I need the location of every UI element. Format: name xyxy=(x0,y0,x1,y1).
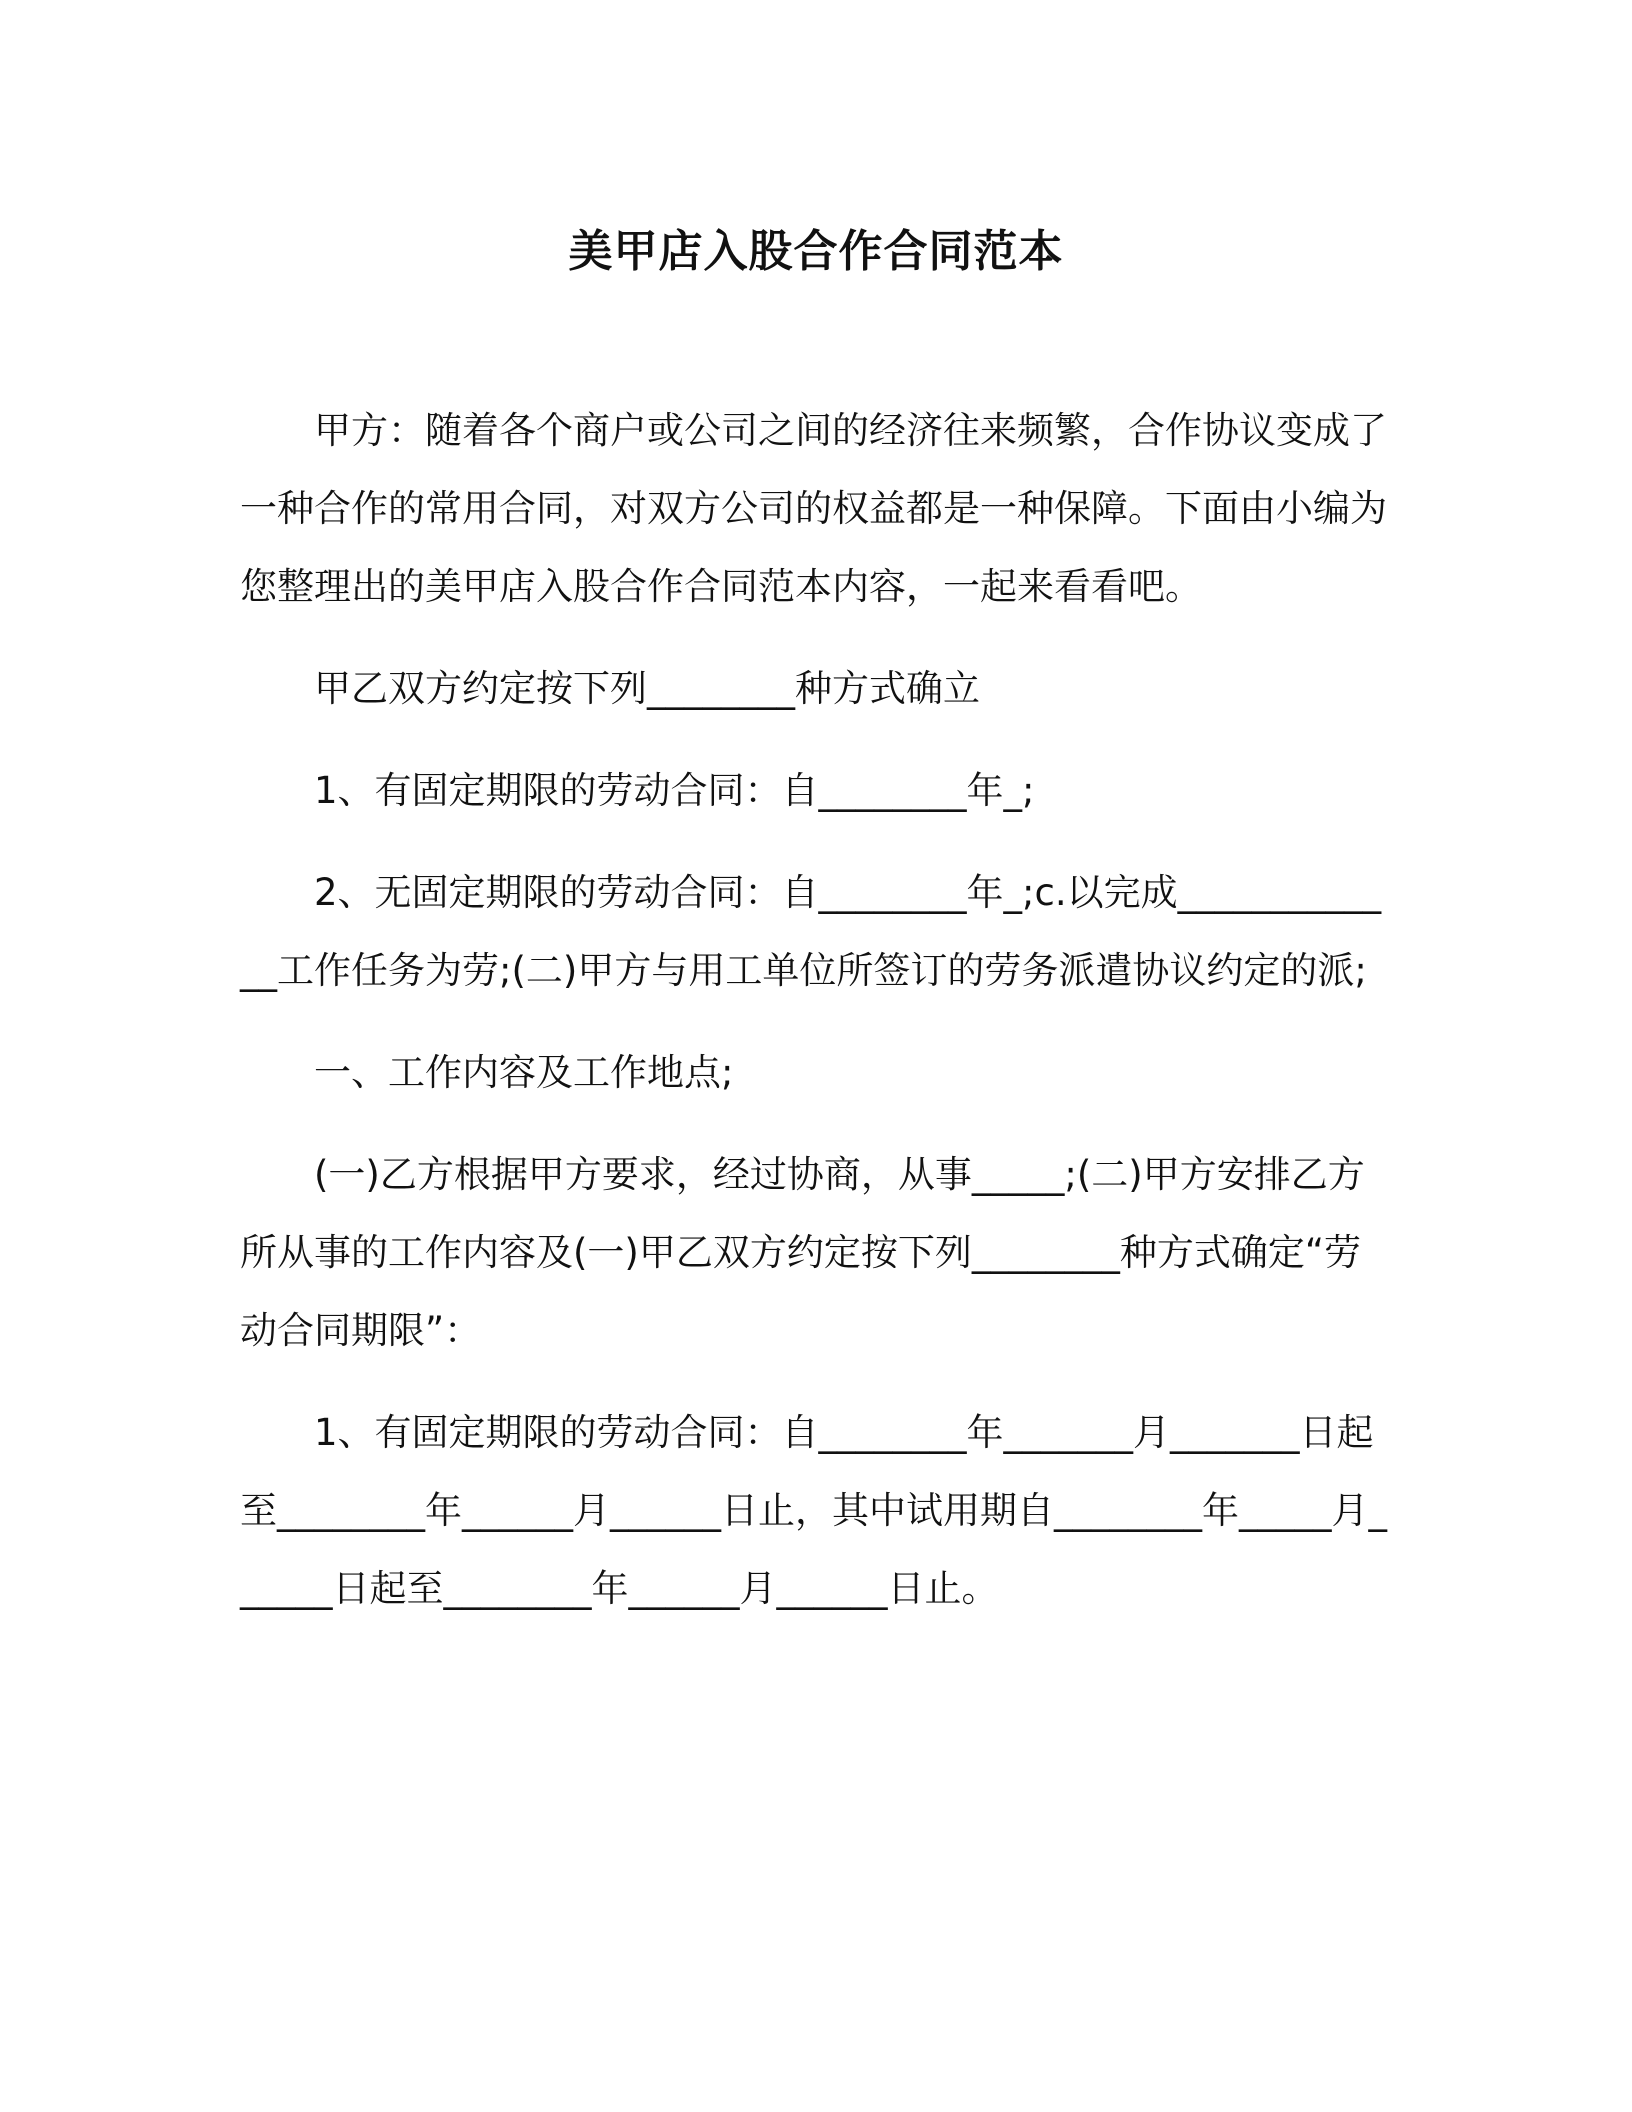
paragraph-open-term: 2、无固定期限的劳动合同：自________年_;c.以完成_____________工作任务为劳;(二)甲方与用工单位所签订的劳务派遣协议约定的派; xyxy=(240,871,1382,992)
paragraph-fixed-term-dates: 1、有固定期限的劳动合同：自________年_______月_______日起至________年______月______日止，其中试用期自________年_____月______日起至________年______月______日止。 xyxy=(240,1411,1387,1610)
paragraph-agreement-method: 甲乙双方约定按下列________种方式确立 xyxy=(314,667,980,710)
section-heading-work-content: 一、工作内容及工作地点; xyxy=(314,1051,734,1094)
paragraph-intro: 甲方：随着各个商户或公司之间的经济往来频繁，合作协议变成了一种合作的常用合同，对双方公司的权益都是一种保障。下面由小编为您整理出的美甲店入股合作合同范本内容，一起来看看吧。 xyxy=(240,409,1387,608)
paragraph-fixed-term: 1、有固定期限的劳动合同：自________年_; xyxy=(314,769,1035,812)
paragraph-work-arrangement: (一)乙方根据甲方要求，经过协商，从事_____;(二)甲方安排乙方所从事的工作内容及(一)甲乙双方约定按下列________种方式确定“劳动合同期限”： xyxy=(240,1153,1365,1352)
document-title: 美甲店入股合作合同范本 xyxy=(568,226,1064,277)
document-body xyxy=(240,392,1390,1652)
